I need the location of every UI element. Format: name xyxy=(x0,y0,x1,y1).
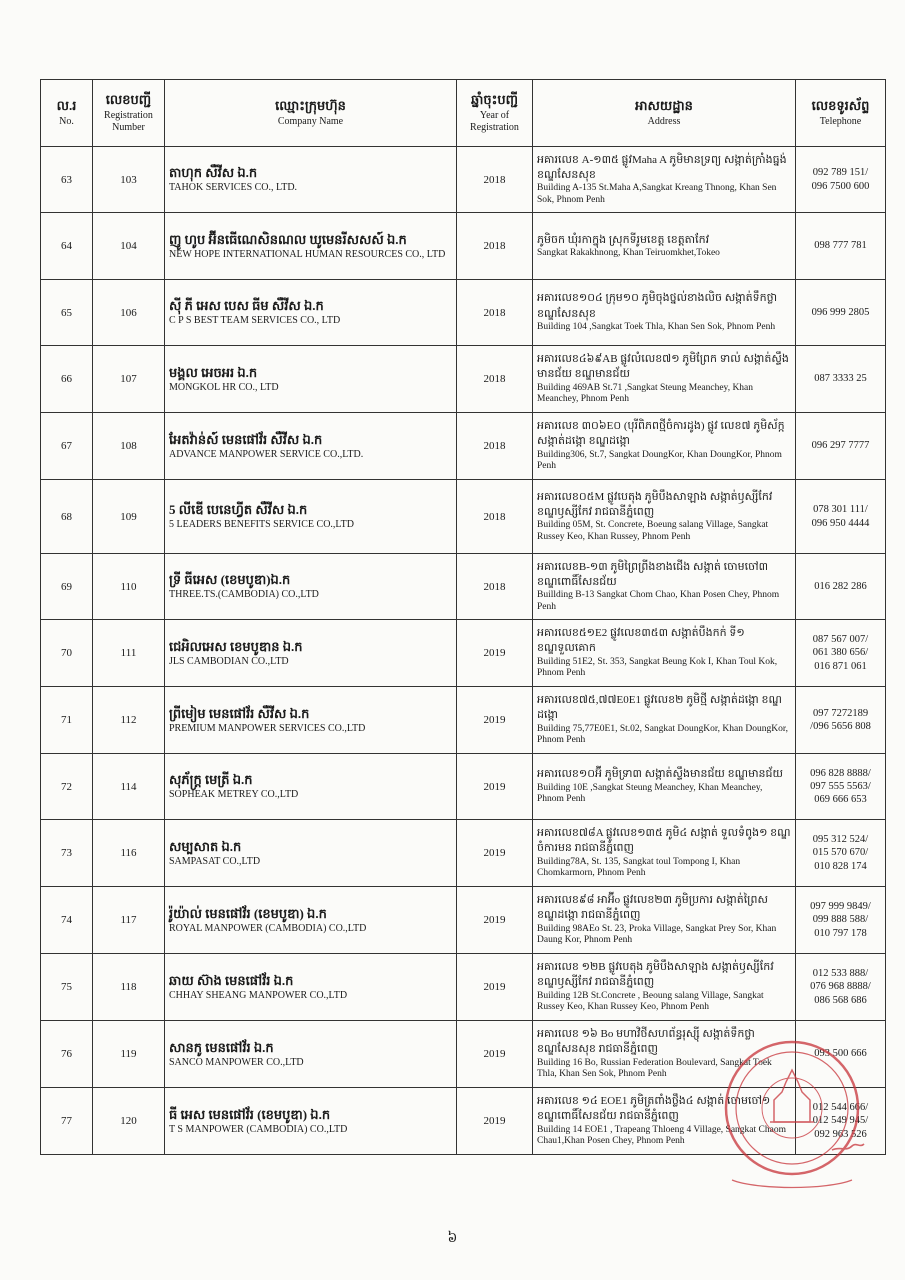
company-name-kh: ទ្រី ធីអេស (ខេមបូឌា)ឯ.ក xyxy=(169,572,291,588)
address-en: Building 104 ,Sangkat Toek Thla, Khan Sen Sok, Phnom Penh xyxy=(537,322,776,333)
company-name-kh: ធី អេស មេនផៅវ័រ (ខេមបូឌា) ឯ.ក xyxy=(169,1106,331,1122)
cell-year: 2019 xyxy=(457,620,533,687)
header-name-en: Company Name xyxy=(277,115,344,127)
cell-telephone: 096 828 8888/ 097 555 5563/ 069 666 653 xyxy=(796,754,886,820)
header-telephone xyxy=(796,80,886,147)
address-kh: អគារលេខ A-១៣៥ ផ្លូវMaha A ភូមិមានទ្រព្យ សង្កាត់ក្រាំងធ្នង់ ខណ្ឌសែនសុខ xyxy=(537,153,787,181)
header-year-en: Year of Registration xyxy=(470,109,519,133)
cell-no: 70 xyxy=(41,620,93,687)
header-tel-kh: លេខទូរស័ព្ទ xyxy=(811,98,870,114)
company-name-en: TAHOK SERVICES CO., LTD. xyxy=(169,182,298,194)
table-row xyxy=(41,820,886,887)
cell-company-name xyxy=(165,280,457,346)
cell-year: 2019 xyxy=(457,687,533,754)
cell-telephone: 095 312 524/ 015 570 670/ 010 828 174 xyxy=(796,820,886,887)
table-row xyxy=(41,620,886,687)
cell-registration-number: 103 xyxy=(93,147,165,213)
cell-company-name xyxy=(165,1021,457,1088)
address-en: Building 469AB St.71 ,Sangkat Steung Meanchey, Khan Meanchey, Phnom Penh xyxy=(537,382,754,405)
cell-company-name xyxy=(165,213,457,280)
cell-address xyxy=(533,687,796,754)
cell-registration-number: 119 xyxy=(93,1021,165,1088)
cell-company-name xyxy=(165,147,457,213)
cell-telephone: 087 3333 25 xyxy=(796,346,886,413)
cell-registration-number: 118 xyxy=(93,954,165,1021)
company-name-en: CHHAY SHEANG MANPOWER CO.,LTD xyxy=(169,989,348,1001)
address-en: Building 51E2, St. 353, Sangkat Beung Kok I, Khan Toul Kok, Phnom Penh xyxy=(537,656,778,679)
cell-company-name xyxy=(165,687,457,754)
company-name-en: THREE.TS.(CAMBODIA) CO.,LTD xyxy=(169,589,319,601)
address-kh: អគារលេខ១០អ៊ី ភូមិទ្រា៣ សង្កាត់ស្ទឹងមានជ័យ ខណ្ឌមានជ័យ xyxy=(537,768,783,781)
company-name-kh: តាហុក សឺវីស ឯ.ក xyxy=(169,165,258,181)
registration-table xyxy=(40,79,886,1155)
cell-company-name xyxy=(165,413,457,480)
company-name-en: PREMIUM MANPOWER SERVICES CO.,LTD xyxy=(169,722,366,734)
cell-registration-number: 112 xyxy=(93,687,165,754)
page-number: ៦ xyxy=(447,1231,458,1246)
table-row xyxy=(41,754,886,820)
cell-year: 2018 xyxy=(457,480,533,554)
address-kh: អគារលេខ ៣០៦E០ (បុរីពិភពថ្មីចំការដូង) ផ្លូវ លេខ៧ ភូមិស័ក្ក សង្កាត់ដង្កោ ខណ្ឌដង្កោ xyxy=(537,420,785,448)
table-row xyxy=(41,346,886,413)
address-kh: ភូមិចក ឃុំរកាក្នុង ស្រុកទីរូមខេត្ត ខេត្តតាកែវ xyxy=(537,233,710,246)
cell-registration-number: 104 xyxy=(93,213,165,280)
cell-company-name xyxy=(165,1088,457,1155)
address-kh: អគារលេខ៥១E2 ផ្លូវលេខ៣៥៣ សង្កាត់បឹងកក់ ទី១ ខណ្ឌទួលគោក xyxy=(537,627,745,655)
company-name-kh: ព្រីមៀម មេនផៅវ័រ សឺវីស ឯ.ក xyxy=(169,705,310,721)
header-addr-en: Address xyxy=(647,115,681,127)
address-kh: អគារលេខ ១២B ផ្លូវបេតុង ភូមិបឹងសាឡាង សង្កាត់ឫស្សីកែវ ខណ្ឌឫស្សីកែវ រាជធានីភ្នំពេញ xyxy=(537,961,774,989)
company-name-kh: ស៊ី ភី អេស បេស ធីម សឺវីស ឯ.ក xyxy=(169,298,324,314)
address-kh: អគារលេខB-១៣ ភូមិព្រៃព្រីងខាងជើង សង្កាត់ ចោមចៅ៣ ខណ្ឌពោធិ៍សែនជ័យ xyxy=(537,560,768,588)
header-name-kh: ឈ្មោះក្រុមហ៊ុន xyxy=(275,98,346,114)
cell-address xyxy=(533,280,796,346)
company-name-en: ROYAL MANPOWER (CAMBODIA) CO.,LTD xyxy=(169,922,367,934)
header-reg-en: Registration Number xyxy=(104,109,153,133)
cell-registration-number: 114 xyxy=(93,754,165,820)
cell-no: 76 xyxy=(41,1021,93,1088)
table-row xyxy=(41,413,886,480)
address-en: Building 16 Bo, Russian Federation Boulevard, Sangkat Toek Thla, Khan Sen Sok, Phnom Penh xyxy=(537,1057,772,1080)
cell-no: 66 xyxy=(41,346,93,413)
header-address xyxy=(533,80,796,147)
header-reg-kh: លេខបញ្ជី xyxy=(105,92,152,108)
cell-address xyxy=(533,1088,796,1155)
cell-registration-number: 117 xyxy=(93,887,165,954)
header-no-kh: ល.រ xyxy=(56,98,77,114)
cell-telephone: 097 7272189 /096 5656 808 xyxy=(796,687,886,754)
address-en: Building 75,77E0E1, St.02, Sangkat DoungKor, Khan DoungKor, Phnom Penh xyxy=(537,723,788,746)
company-name-kh: ជេអិលអេស ខេមបូឌាន ឯ.ក xyxy=(169,638,303,654)
company-name-en: T S MANPOWER (CAMBODIA) CO.,LTD xyxy=(169,1123,348,1135)
address-kh: អគារលេខ៤៦៩AB ផ្លូវលំលេខ៧១ ភូមិព្រែក ទាល់ សង្កាត់ស្ទឹងមានជ័យ ខណ្ឌមានជ័យ xyxy=(537,353,789,381)
company-name-en: SOPHEAK METREY CO.,LTD xyxy=(169,789,299,801)
table-row xyxy=(41,954,886,1021)
cell-telephone: 078 301 111/ 096 950 4444 xyxy=(796,480,886,554)
cell-address xyxy=(533,754,796,820)
cell-year: 2019 xyxy=(457,820,533,887)
table-row xyxy=(41,1088,886,1155)
cell-company-name xyxy=(165,554,457,620)
address-en: Building 98AEo St. 23, Proka Village, Sangkat Prey Sor, Khan Daung Kor, Phnom Penh xyxy=(537,923,777,946)
cell-registration-number: 110 xyxy=(93,554,165,620)
cell-no: 77 xyxy=(41,1088,93,1155)
table-row xyxy=(41,280,886,346)
cell-company-name xyxy=(165,346,457,413)
address-en: Building 05M, St. Concrete, Boeung salang Village, Sangkat Russey Keo, Khan Russey, Phnom Penh xyxy=(537,520,769,542)
cell-no: 67 xyxy=(41,413,93,480)
cell-no: 63 xyxy=(41,147,93,213)
cell-registration-number: 111 xyxy=(93,620,165,687)
header-no xyxy=(41,80,93,147)
cell-registration-number: 108 xyxy=(93,413,165,480)
cell-company-name xyxy=(165,620,457,687)
header-year xyxy=(457,80,533,147)
cell-year: 2018 xyxy=(457,147,533,213)
company-name-kh: សុភ័ក្ត្រ មេត្រី ឯ.ក xyxy=(169,772,253,788)
cell-no: 73 xyxy=(41,820,93,887)
header-company-name xyxy=(165,80,457,147)
table-row xyxy=(41,480,886,554)
cell-no: 69 xyxy=(41,554,93,620)
cell-address xyxy=(533,820,796,887)
address-en: Building 14 EOE1 , Trapeang Thloeng 4 Village, Sangkat Chaom Chau1,Khan Posen Chey, Phnom Penh xyxy=(537,1124,786,1147)
table-row xyxy=(41,687,886,754)
cell-company-name xyxy=(165,954,457,1021)
company-name-en: ADVANCE MANPOWER SERVICE CO.,LTD. xyxy=(169,448,364,460)
table-row xyxy=(41,213,886,280)
company-name-kh: រ៉ូយ៉ាល់ មេនផៅវ័រ (ខេមបូឌា) ឯ.ក xyxy=(169,905,327,921)
company-name-kh: 5 លីឌើ បេនេហ្វីត សឺវីស ឯ.ក xyxy=(169,502,308,518)
header-tel-en: Telephone xyxy=(819,115,862,127)
cell-address xyxy=(533,480,796,554)
cell-registration-number: 106 xyxy=(93,280,165,346)
address-kh: អគារលេខ ១៦ Bo មហាវិថីសហព័ន្ធរុស្ស៊ី សង្កាត់ទឹកថ្លា ខណ្ឌសែនសុខ រាជធានីភ្នំពេញ xyxy=(537,1028,755,1056)
address-en: Building 10E ,Sangkat Steung Meanchey, Khan Meanchey, Phnom Penh xyxy=(537,782,763,805)
cell-address xyxy=(533,887,796,954)
cell-registration-number: 107 xyxy=(93,346,165,413)
company-name-en: MONGKOL HR CO., LTD xyxy=(169,381,279,393)
address-kh: អគារលេខ ១៤ EOE1 ភូមិត្រពាំងថ្លឹង៤ សង្កាត់ ចោមចៅ១ ខណ្ឌពោធិ៍សែនជ័យ រាជធានីភ្នំពេញ xyxy=(537,1095,771,1123)
address-en: Building 12B St.Concrete , Beoung salang Village, Sangkat Russey Keo, Khan Russey Keo, Phnom Penh xyxy=(537,990,764,1013)
cell-address xyxy=(533,346,796,413)
company-name-kh: សម្បសាត ឯ.ក xyxy=(169,838,242,854)
cell-telephone: 097 999 9849/ 099 888 588/ 010 797 178 xyxy=(796,887,886,954)
cell-address xyxy=(533,554,796,620)
cell-telephone: 098 777 781 xyxy=(796,213,886,280)
cell-year: 2018 xyxy=(457,346,533,413)
cell-no: 72 xyxy=(41,754,93,820)
cell-no: 71 xyxy=(41,687,93,754)
cell-telephone: 016 282 286 xyxy=(796,554,886,620)
cell-year: 2019 xyxy=(457,1021,533,1088)
cell-telephone: 012 544 666/ 012 549 945/ 092 963 526 xyxy=(796,1088,886,1155)
header-registration-number xyxy=(93,80,165,147)
cell-telephone: 092 789 151/ 096 7500 600 xyxy=(796,147,886,213)
table-header-row xyxy=(41,80,886,147)
company-name-kh: អែតវ៉ាន់ស៍ មេនផៅវ័រ សឺវីស ឯ.ក xyxy=(169,431,323,447)
cell-year: 2018 xyxy=(457,413,533,480)
cell-address xyxy=(533,1021,796,1088)
address-en: Building A-135 St.Maha A,Sangkat Kreang Thnong, Khan Sen Sok, Phnom Penh xyxy=(537,183,777,205)
cell-registration-number: 120 xyxy=(93,1088,165,1155)
cell-company-name xyxy=(165,480,457,554)
cell-no: 65 xyxy=(41,280,93,346)
cell-address xyxy=(533,954,796,1021)
company-name-kh: មង្គល អេចអរ ឯ.ក xyxy=(169,364,258,380)
cell-telephone: 093 500 666 xyxy=(796,1021,886,1088)
address-en: Sangkat Rakakhnong, Khan Teiruomkhet,Tokeo xyxy=(537,247,720,258)
company-name-kh: សានកូ មេនផៅវ័រ ឯ.ក xyxy=(169,1039,274,1055)
cell-address xyxy=(533,147,796,213)
cell-year: 2018 xyxy=(457,213,533,280)
header-addr-kh: អាសយដ្ឋាន xyxy=(635,98,693,114)
table-row xyxy=(41,887,886,954)
cell-telephone: 096 297 7777 xyxy=(796,413,886,480)
address-kh: អគារលេខ៧៨A ផ្លូវលេខ១៣៥ ភូមិ៤ សង្កាត់ ទួលទំពូង១ ខណ្ឌចំការមន រាជធានីភ្នំពេញ xyxy=(537,827,791,855)
cell-registration-number: 109 xyxy=(93,480,165,554)
cell-telephone: 087 567 007/ 061 380 656/ 016 871 061 xyxy=(796,620,886,687)
cell-address xyxy=(533,413,796,480)
cell-no: 68 xyxy=(41,480,93,554)
table-row xyxy=(41,1021,886,1088)
address-en: Building78A, St. 135, Sangkat toul Tompong I, Khan Chomkarmorn, Phnom Penh xyxy=(537,856,741,879)
company-name-en: C P S BEST TEAM SERVICES CO., LTD xyxy=(169,315,341,327)
cell-registration-number: 116 xyxy=(93,820,165,887)
cell-year: 2019 xyxy=(457,754,533,820)
cell-no: 74 xyxy=(41,887,93,954)
cell-telephone: 096 999 2805 xyxy=(796,280,886,346)
address-en: Building306, St.7, Sangkat DoungKor, Khan DoungKor, Phnom Penh xyxy=(537,449,782,472)
cell-year: 2019 xyxy=(457,954,533,1021)
cell-year: 2018 xyxy=(457,554,533,620)
cell-no: 75 xyxy=(41,954,93,1021)
address-kh: អគារលេខ៩៨ អាអ៊ីo ផ្លូវលេខ២៣ ភូមិប្រការ សង្កាត់ព្រៃស ខណ្ឌដង្កោ រាជធានីភ្នំពេញ xyxy=(537,894,768,922)
company-name-kh: ឆាយ ស៊ាង មេនផៅវ័រ ឯ.ក xyxy=(169,972,294,988)
cell-company-name xyxy=(165,820,457,887)
company-name-kh: ញូ ហូប អ៊ីនធើណេសិនណល ឃូមេនរីសសស៍ ឯ.ក xyxy=(169,231,407,247)
cell-company-name xyxy=(165,887,457,954)
company-name-en: NEW HOPE INTERNATIONAL HUMAN RESOURCES CO., LTD xyxy=(169,248,446,260)
cell-year: 2019 xyxy=(457,887,533,954)
company-name-en: SAMPASAT CO.,LTD xyxy=(169,855,261,867)
address-kh: អគារលេខ១០៤ ក្រុម១០ ភូមិចុងថ្នល់ខាងលិច សង្កាត់ទឹកថ្លា ខណ្ឌសែនសុខ xyxy=(537,292,778,320)
cell-address xyxy=(533,213,796,280)
table-row xyxy=(41,554,886,620)
cell-telephone: 012 533 888/ 076 968 8888/ 086 568 686 xyxy=(796,954,886,1021)
company-name-en: 5 LEADERS BENEFITS SERVICE CO.,LTD xyxy=(169,519,354,531)
table-row xyxy=(41,147,886,213)
company-name-en: JLS CAMBODIAN CO.,LTD xyxy=(169,655,289,667)
cell-company-name xyxy=(165,754,457,820)
header-no-en: No. xyxy=(59,115,74,127)
address-en: Buillding B-13 Sangkat Chom Chao, Khan Posen Chey, Phnom Penh xyxy=(537,590,780,612)
company-name-en: SANCO MANPOWER CO.,LTD xyxy=(169,1056,304,1068)
address-kh: អគារលេខ៧៥,៧៧E0E1 ផ្លូវលេខ២ ភូមិថ្មី សង្កាត់ដង្កោ ខណ្ឌដង្កោ xyxy=(537,694,782,722)
cell-year: 2018 xyxy=(457,280,533,346)
header-year-kh: ឆ្នាំចុះបញ្ជី xyxy=(471,92,518,108)
address-kh: អគារលេខ០៥M ផ្លូវបេតុង ភូមិបឹងសាឡាង សង្កាត់ឫស្សីកែវ ខណ្ឌឫស្សីកែវ រាជធានីភ្នំពេញ xyxy=(537,490,773,518)
cell-no: 64 xyxy=(41,213,93,280)
cell-address xyxy=(533,620,796,687)
cell-year: 2019 xyxy=(457,1088,533,1155)
